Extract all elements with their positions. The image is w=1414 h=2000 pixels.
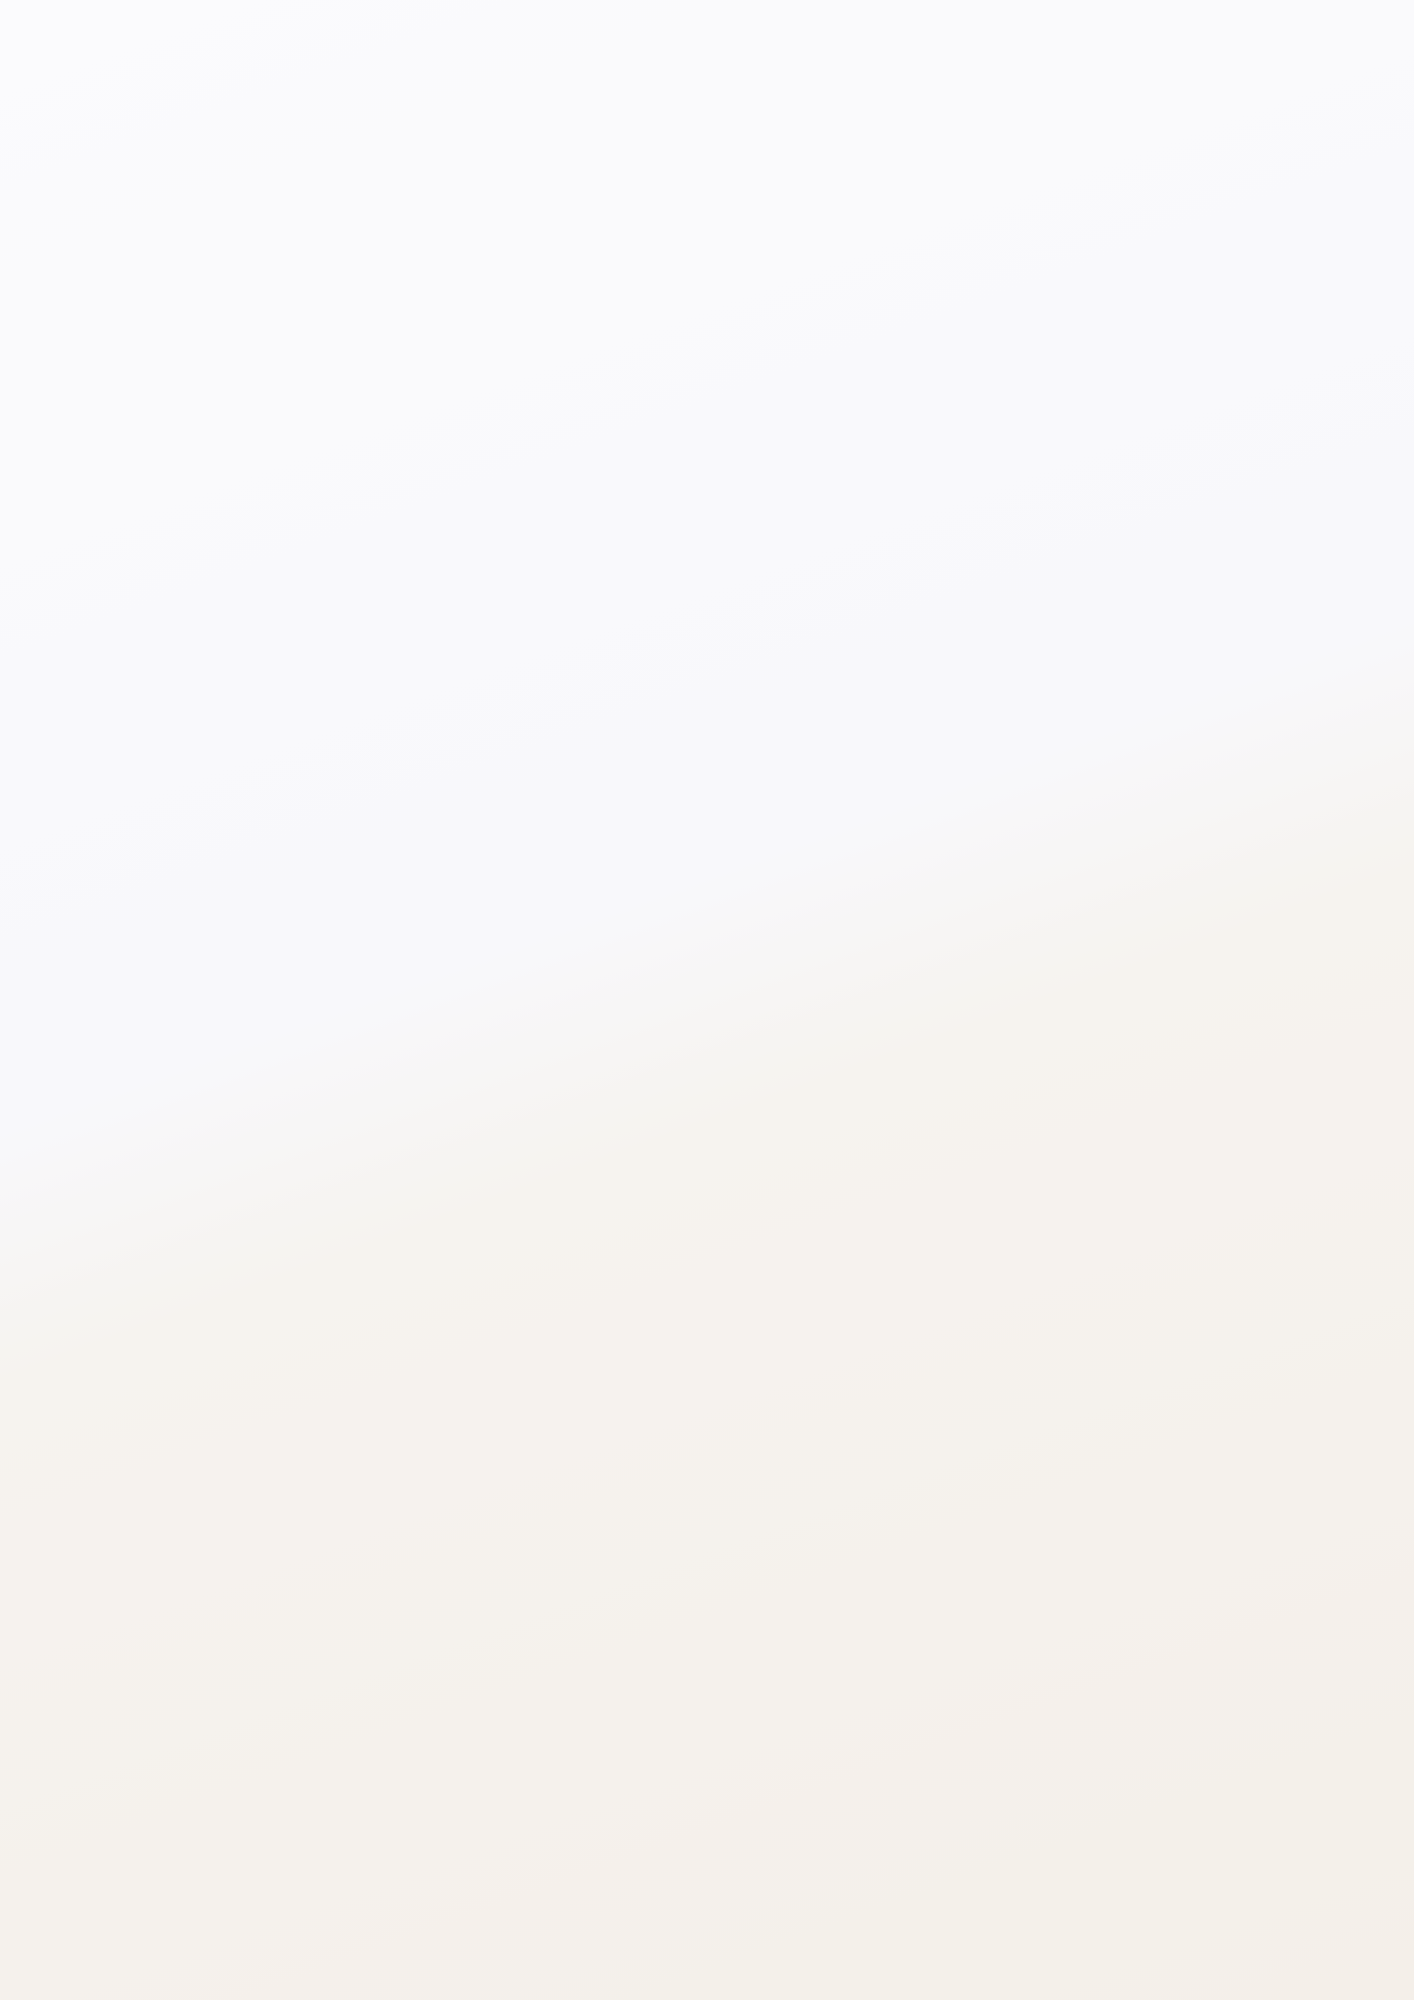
- article-body: [91, 270, 1323, 313]
- pink-dahlia-icon: [50, 84, 230, 264]
- pink-dahlia-icon: [1196, 1815, 1352, 1971]
